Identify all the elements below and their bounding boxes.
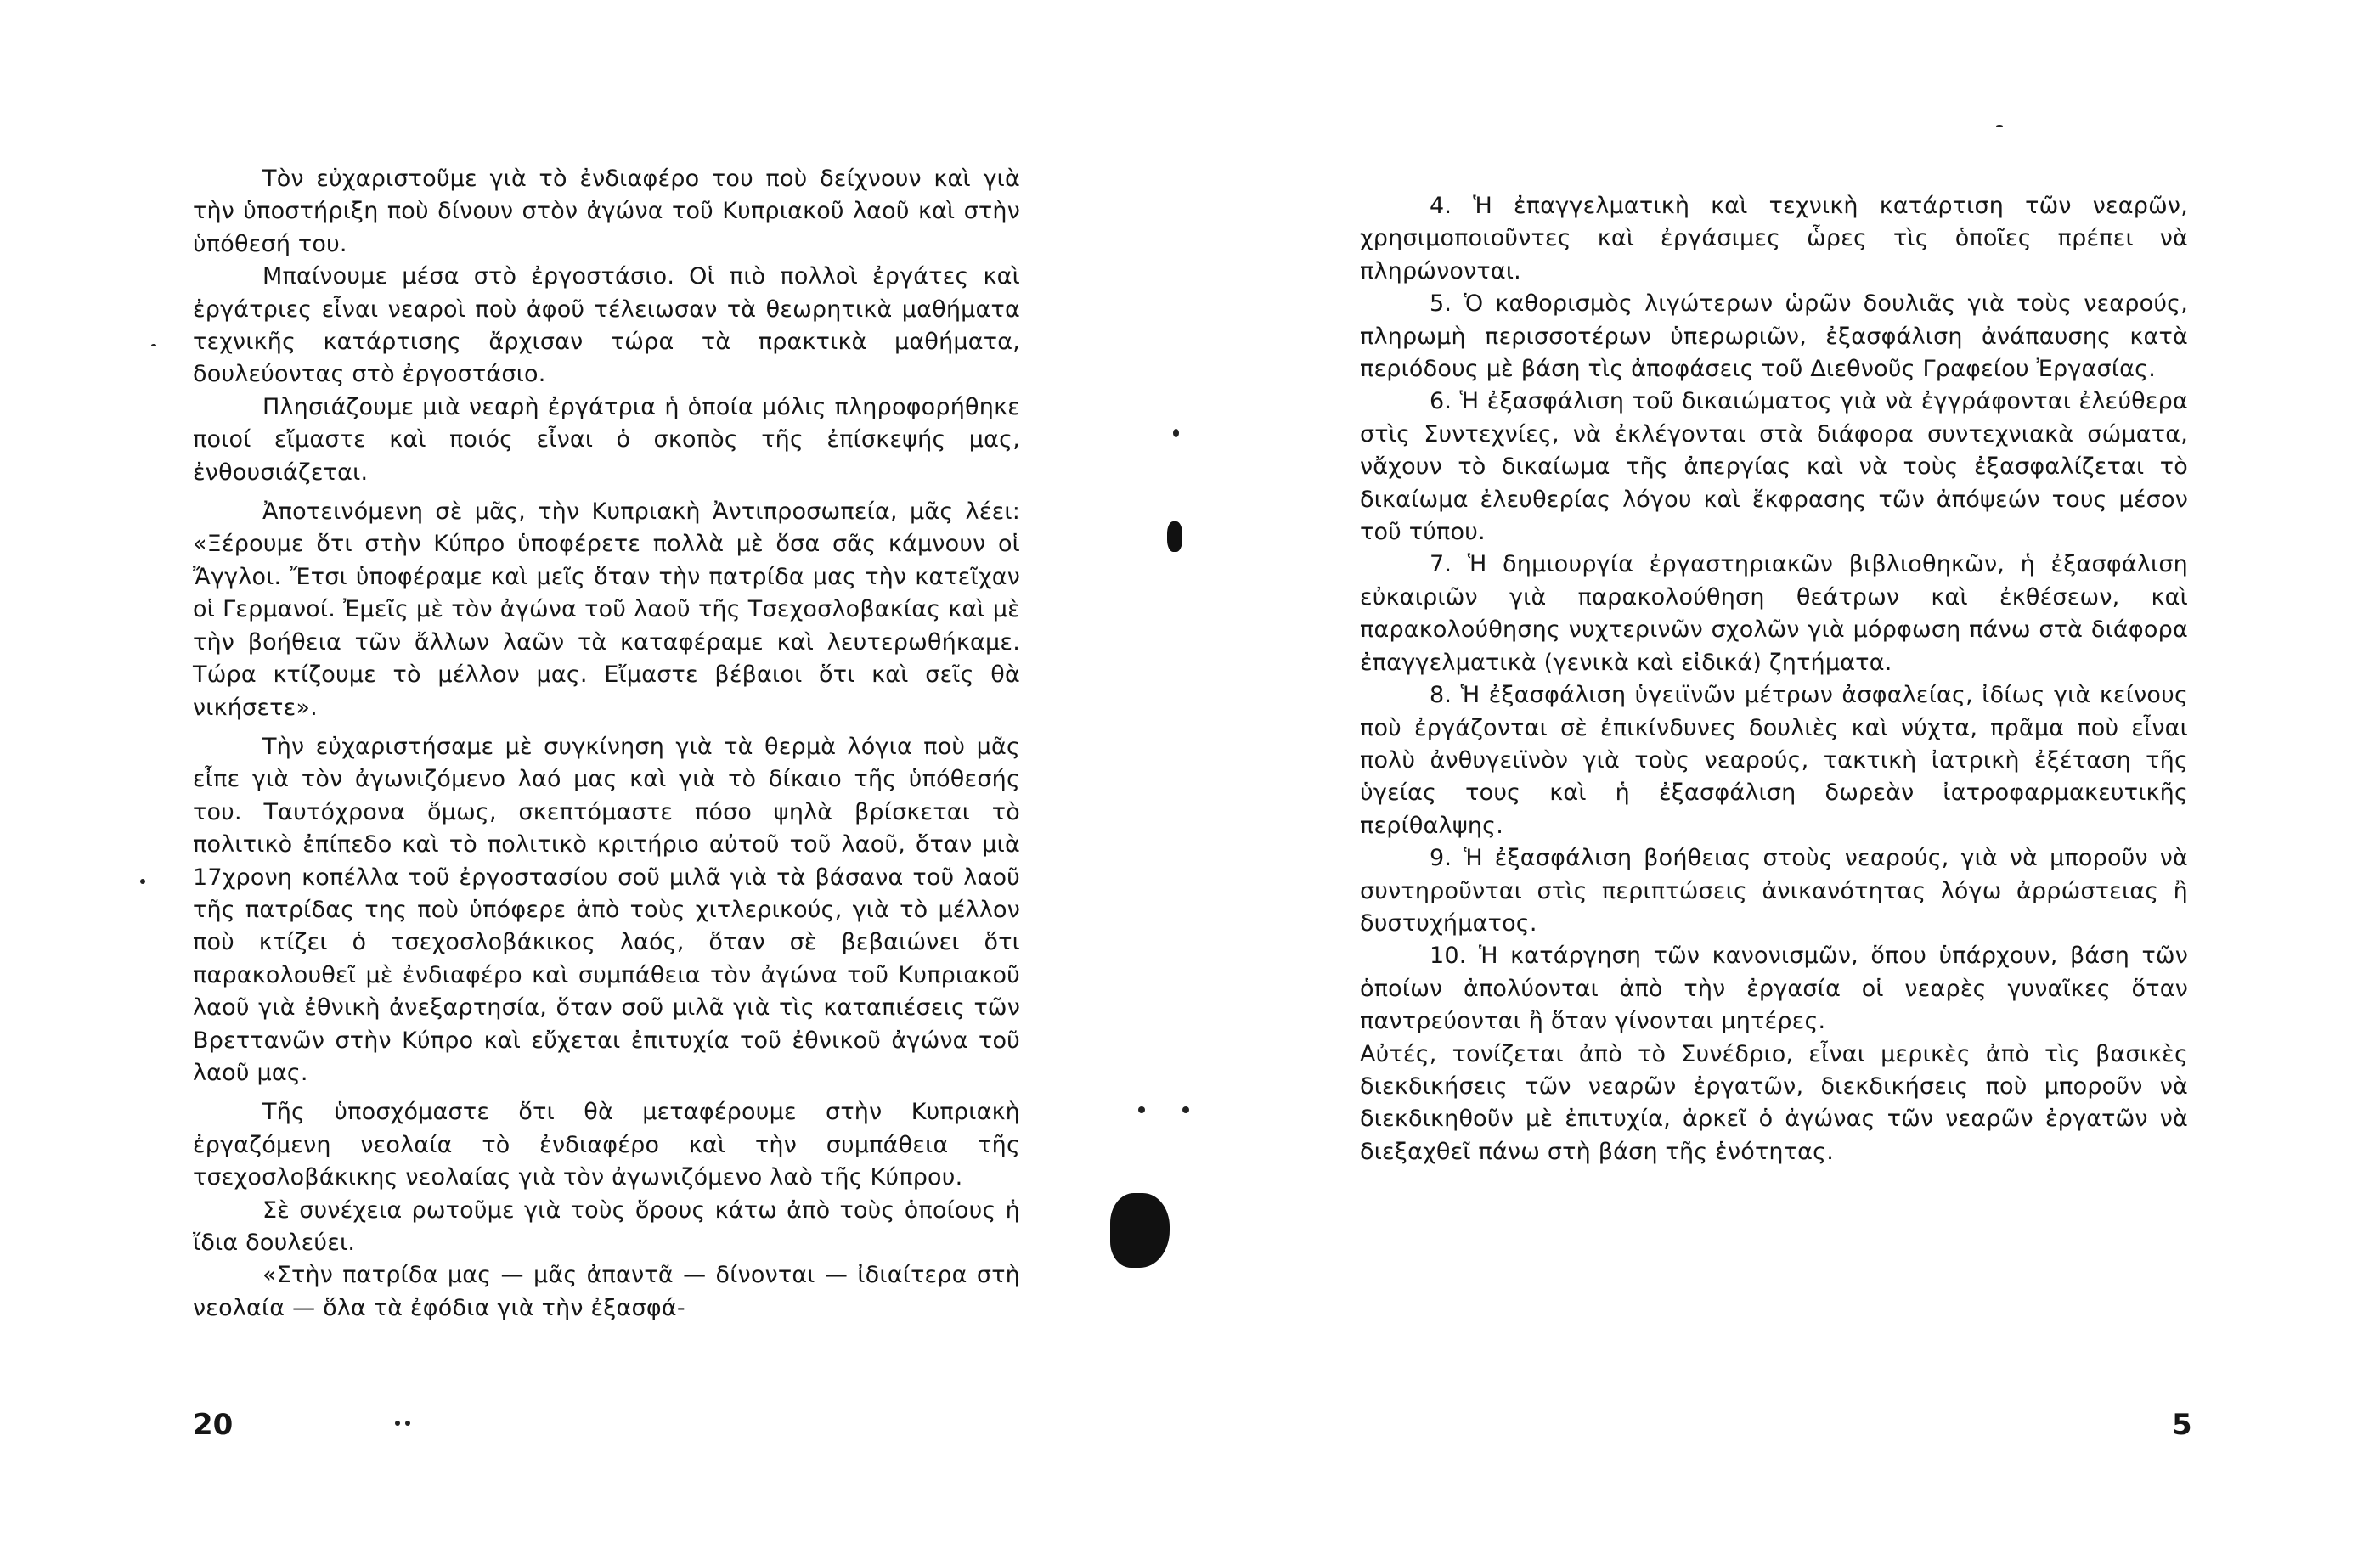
right-page — [1190, 0, 2380, 1548]
left-text-column — [193, 163, 1020, 1325]
paragraph: Σὲ συνέχεια ρωτοῦμε γιὰ τοὺς ὅρους κάτω ἀπὸ τοὺς ὁποίους ἡ ἴδια δουλεύει. — [193, 1196, 1020, 1256]
page-number: 20 — [193, 1408, 234, 1442]
speck — [140, 879, 145, 884]
speck — [405, 1421, 410, 1426]
paragraph: Μπαίνουμε μέσα στὸ ἐργοστάσιο. Οἱ πιὸ πολλοὶ ἐργάτες καὶ ἐργάτριες εἶναι νεαροὶ ποὺ ἀφοῦ τέλειωσαν τὰ θεωρητικὰ μαθήματα τεχνικῆς κατάρτισης ἄρχισαν τώρα τὰ πρακτικὰ μαθήματα, δουλεύοντας στὸ ἐργοστάσιο. — [193, 263, 1020, 388]
speck — [1138, 1106, 1145, 1113]
paragraph: Τὴν εὐχαριστήσαμε μὲ συγκίνηση γιὰ τὰ θερμὰ λόγια ποὺ μᾶς εἶπε γιὰ τὸν ἀγωνιζόμενο λαό μας καὶ γιὰ τὸ δίκαιο τῆς ὑπόθεσής του. Ταυτόχρονα ὅμως, σκεπτόμαστε πόσο ψηλὰ βρίσκεται τὸ πολιτικὸ ἐπίπεδο καὶ τὸ πολιτικὸ κριτήριο αὐτοῦ τοῦ λαοῦ, ὅταν μιὰ 17χρονη κοπέλλα τοῦ ἐργοστασίου σοῦ μιλᾶ γιὰ τὰ βάσανα τοῦ λαοῦ τῆς πατρίδας της ποὺ ὑπόφερε ἀπὸ τοὺς χιτλερικούς, γιὰ τὸ μέλλον ποὺ κτίζει ὁ τσεχοσλοβάκικος λαός, ὅταν σὲ βεβαιώνει ὅτι παρακολουθεῖ μὲ ἐνδιαφέρο καὶ συμπάθεια τὸν ἀγώνα τοῦ Κυπριακοῦ λαοῦ γιὰ ἐθνικὴ ἀνεξαρτησία, ὅταν σοῦ μιλᾶ γιὰ τὶς καταπιέσεις τῶν Βρεττανῶν στὴν Κύπρο καὶ εὔχεται ἐπιτυχία τοῦ ἐθνικοῦ ἀγώνα τοῦ λαοῦ μας. — [193, 733, 1020, 1086]
paragraph: 6. Ἡ ἐξασφάλιση τοῦ δικαιώματος γιὰ νὰ ἐγγράφονται ἐλεύθερα στὶς Συντεχνίες, νὰ ἐκλέγονται στὰ διάφορα συντεχνιακὰ σώματα, νἄχουν τὸ δικαίωμα τῆς ἀπεργίας καὶ νὰ τοὺς ἐξασφαλίζεται τὸ δικαίωμα ἐλευθερίας λόγου καὶ ἔκφρασης τῶν ἀπόψεών τους μέσον τοῦ τύπου. — [1360, 388, 2188, 546]
paragraph: Πλησιάζουμε μιὰ νεαρὴ ἐργάτρια ἡ ὁποία μόλις πληροφορήθηκε ποιοί εἴμαστε καὶ ποιός εἶναι ὁ σκοπὸς τῆς ἐπίσκεψής μας, ἐνθουσιάζεται. — [193, 393, 1020, 486]
paragraph: Τῆς ὑποσχόμαστε ὅτι θὰ μεταφέρουμε στὴν Κυπριακὴ ἐργαζόμενη νεολαία τὸ ἐνδιαφέρο καὶ τὴν συμπάθεια τῆς τσεχοσλοβάκικης νεολαίας γιὰ τὸν ἀγωνιζόμενο λαὸ τῆς Κύπρου. — [193, 1099, 1020, 1191]
paragraph: 10. Ἡ κατάργηση τῶν κανονισμῶν, ὅπου ὑπάρχουν, βάση τῶν ὁποίων ἀπολύονται ἀπὸ τὴν ἐργασία οἱ νεαρὲς γυναῖκες ὅταν παντρεύονται ἢ ὅταν γίνονται μητέρες. — [1360, 943, 2188, 1035]
right-text-column — [1360, 190, 2188, 1168]
speck — [1996, 125, 2003, 127]
speck — [1173, 429, 1179, 437]
speck — [151, 344, 156, 346]
speck — [395, 1421, 400, 1426]
ink-blot — [1110, 1193, 1170, 1268]
speck — [1182, 1106, 1189, 1113]
paragraph: Ἀποτεινόμενη σὲ μᾶς, τὴν Κυπριακὴ Ἀντιπροσωπεία, μᾶς λέει: «Ξέρουμε ὅτι στὴν Κύπρο ὑποφέρετε πολλὰ μὲ ὅσα σᾶς κάμνουν οἱ Ἄγγλοι. Ἔτσι ὑποφέραμε καὶ μεῖς ὅταν τὴν πατρίδα μας τὴν κατεῖχαν οἱ Γερμανοί. Ἐμεῖς μὲ τὸν ἀγώνα τοῦ λαοῦ τῆς Τσεχοσλοβακίας καὶ μὲ τὴν βοήθεια τῶν ἄλλων λαῶν τὰ καταφέραμε καὶ λευτερωθήκαμε. Τώρα κτίζουμε τὸ μέλλον μας. Εἴμαστε βέβαιοι ὅτι καὶ σεῖς θὰ νικήσετε». — [193, 498, 1020, 721]
paragraph: Αὐτές, τονίζεται ἀπὸ τὸ Συνέδριο, εἶναι μερικὲς ἀπὸ τὶς βασικὲς διεκδικήσεις τῶν νεαρῶν ἐργατῶν, διεκδικήσεις ποὺ μποροῦν νὰ διεκδικηθοῦν μὲ ἐπιτυχία, ἀρκεῖ ὁ ἀγώνας τῶν νεαρῶν ἐργατῶν νὰ διεξαχθεῖ πάνω στὴ βάση τῆς ἑνότητας. — [1360, 1040, 2188, 1165]
paragraph: 8. Ἡ ἐξασφάλιση ὑγειϊνῶν μέτρων ἀσφαλείας, ἰδίως γιὰ κείνους ποὺ ἐργάζονται σὲ ἐπικίνδυνες δουλιὲς καὶ νύχτα, πρᾶμα ποὺ εἶναι πολὺ ἀνθυγειϊνὸν γιὰ τοὺς νεαρούς, τακτικὴ ἰατρικὴ ἐξέταση τῆς ὑγείας τους καὶ ἡ ἐξασφάλιση δωρεὰν ἰατροφαρμακευτικῆς περίθαλψης. — [1360, 682, 2188, 839]
paragraph: 5. Ὁ καθορισμὸς λιγώτερων ὡρῶν δουλιᾶς γιὰ τοὺς νεαρούς, πληρωμὴ περισσοτέρων ὑπερωριῶν, ἐξασφάλιση ἀνάπαυσης κατὰ περιόδους μὲ βάση τὶς ἀποφάσεις τοῦ Διεθνοῦς Γραφείου Ἐργασίας. — [1360, 290, 2188, 383]
ink-blot — [1167, 521, 1182, 552]
paragraph: 7. Ἡ δημιουργία ἐργαστηριακῶν βιβλιοθηκῶν, ἡ ἐξασφάλιση εὐκαιριῶν γιὰ παρακολούθηση θεάτρων καὶ ἐκθέσεων, καὶ παρακολούθησης νυχτερινῶν σχολῶν γιὰ μόρφωση πάνω στὰ διάφορα ἐπαγγελματικὰ (γενικὰ καὶ εἰδικά) ζητήματα. — [1360, 551, 2188, 676]
paragraph: Τὸν εὐχαριστοῦμε γιὰ τὸ ἐνδιαφέρο του ποὺ δείχνουν καὶ γιὰ τὴν ὑποστήριξη ποὺ δίνουν στὸν ἀγώνα τοῦ Κυπριακοῦ λαοῦ καὶ στὴν ὑπόθεσή του. — [193, 166, 1020, 257]
page-number: 5 — [2172, 1408, 2192, 1442]
paragraph: 9. Ἡ ἐξασφάλιση βοήθειας στοὺς νεαρούς, γιὰ νὰ μποροῦν νὰ συντηροῦνται στὶς περιπτώσεις ἀνικανότητας λόγω ἀρρώστειας ἢ δυστυχήματος. — [1360, 845, 2188, 937]
paragraph: 4. Ἡ ἐπαγγελματικὴ καὶ τεχνικὴ κατάρτιση τῶν νεαρῶν, χρησιμοποιοῦντες καὶ ἐργάσιμες ὧρες τὶς ὁποῖες πρέπει νὰ πληρώνονται. — [1360, 193, 2188, 284]
paragraph: «Στὴν πατρίδα μας — μᾶς ἀπαντᾶ — δίνονται — ἰδιαίτερα στὴ νεολαία — ὅλα τὰ ἐφόδια γιὰ τὴν ἐξασφά- — [193, 1262, 1020, 1321]
